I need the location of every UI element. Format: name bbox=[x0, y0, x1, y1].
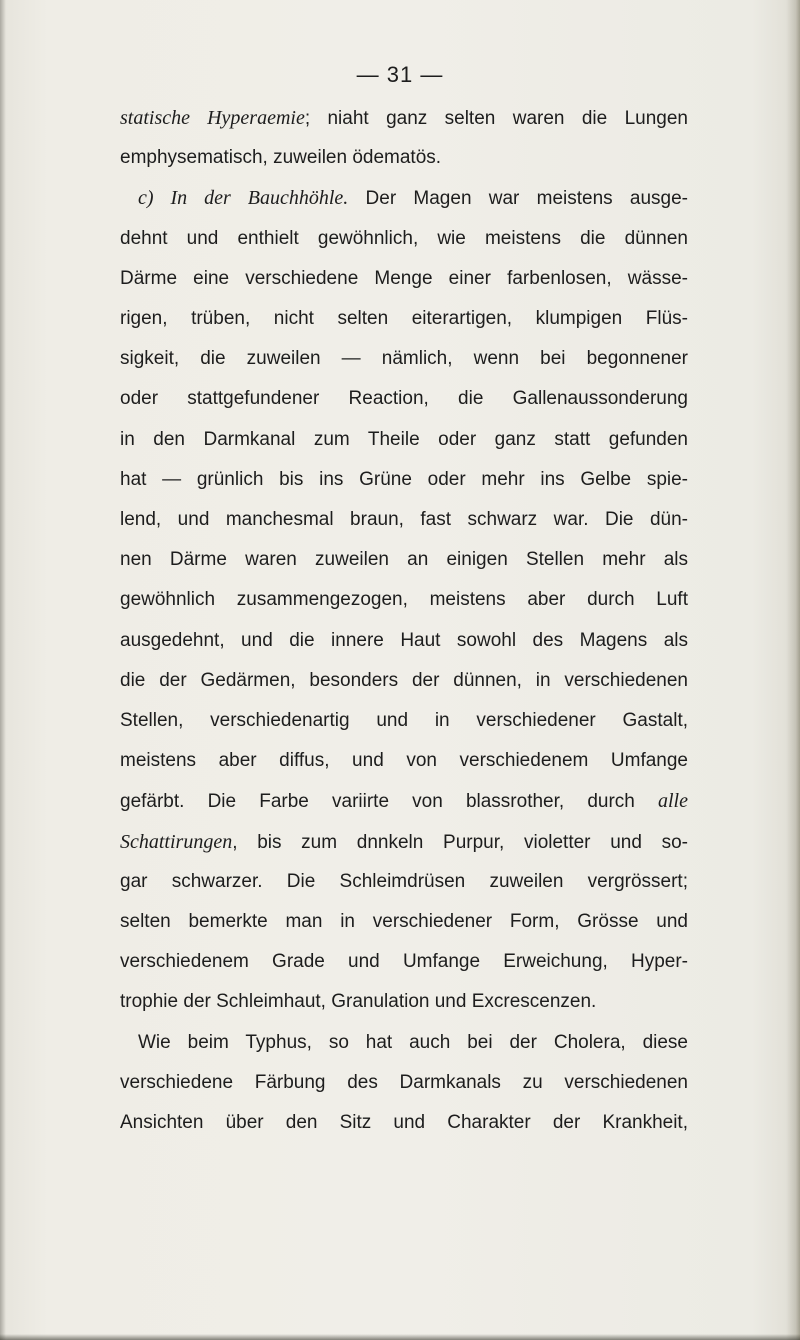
text-line bbox=[120, 299, 688, 339]
italic-text: statische Hyperaemie bbox=[120, 107, 305, 129]
text-span: oder stattgefundener Reaction, die Gallenaussonderung bbox=[120, 388, 688, 410]
text-line bbox=[138, 1023, 688, 1063]
text-span: emphysematisch, zuweilen ödematös. bbox=[120, 147, 442, 169]
page-left-edge-shadow bbox=[0, 0, 6, 1340]
text-span: lend, und manchesmal braun, fast schwarz war. Die dün- bbox=[120, 509, 688, 530]
text-line bbox=[120, 621, 688, 661]
text-span: meistens aber diffus, und von verschiedenem Umfange bbox=[120, 750, 688, 772]
text-span: nen Därme waren zuweilen an einigen Stellen mehr als bbox=[120, 549, 688, 571]
text-span: dehnt und enthielt gewöhnlich, wie meistens die dünnen bbox=[120, 227, 688, 249]
text-span: gewöhnlich zusammengezogen, meistens aber durch Luft bbox=[120, 589, 688, 611]
text-span: gar schwarzer. Die Schleimdrüsen zuweilen vergrössert; bbox=[120, 870, 688, 892]
italic-text: alle bbox=[658, 790, 688, 813]
text-span: sigkeit, die zuweilen — nämlich, wenn bei begonnener bbox=[120, 348, 688, 370]
text-span: Stellen, verschiedenartig und in verschiedener Gastalt, bbox=[120, 710, 688, 731]
text-line bbox=[120, 1103, 688, 1143]
text-line bbox=[120, 982, 688, 1022]
text-span: in den Darmkanal zum Theile oder ganz statt gefunden bbox=[120, 428, 688, 450]
text-line bbox=[120, 219, 688, 259]
page-number: — 31 — bbox=[356, 62, 444, 87]
text-span: Wie beim Typhus, so hat auch bei der Cholera, diese bbox=[138, 1031, 688, 1053]
text-span: verschiedenem Grade und Umfange Erweichung, Hyper- bbox=[120, 951, 688, 973]
text-span: ; niaht ganz selten waren die Lungen bbox=[304, 108, 688, 129]
text-span: gefärbt. Die Farbe variirte von blassrother, durch bbox=[120, 791, 658, 813]
text-span: Ansichten über den Sitz und Charakter der Krankheit, bbox=[120, 1112, 688, 1133]
text-line bbox=[120, 420, 688, 460]
text-line bbox=[120, 1063, 688, 1103]
text-line bbox=[120, 339, 688, 379]
text-span: trophie der Schleimhaut, Granulation und Excrescenzen. bbox=[120, 991, 597, 1013]
page-right-edge-shadow bbox=[786, 0, 800, 1340]
text-span: ausgedehnt, und die innere Haut sowohl des Magens als bbox=[120, 629, 688, 651]
text-span: Därme eine verschiedene Menge einer farbenlosen, wässe- bbox=[120, 267, 688, 289]
text-line bbox=[120, 902, 688, 942]
text-line bbox=[120, 701, 688, 741]
text-span: hat — grünlich bis ins Grüne oder mehr ins Gelbe spie- bbox=[120, 468, 688, 490]
text-line bbox=[120, 540, 688, 580]
text-line bbox=[120, 259, 688, 299]
text-line bbox=[120, 138, 688, 178]
text-span: die der Gedärmen, besonders der dünnen, in verschiedenen bbox=[120, 669, 688, 691]
page-bottom-edge-shadow bbox=[0, 1334, 800, 1340]
text-line bbox=[120, 862, 688, 902]
text-line bbox=[120, 460, 688, 500]
text-line bbox=[120, 500, 688, 540]
text-line bbox=[120, 781, 688, 821]
text-line bbox=[120, 942, 688, 982]
text-span: Der Magen war meistens ausge- bbox=[348, 188, 688, 210]
text-line bbox=[120, 98, 688, 138]
text-span: rigen, trüben, nicht selten eiterartigen, klumpigen Flüs- bbox=[120, 308, 688, 329]
text-line bbox=[120, 741, 688, 781]
text-span: , bis zum dnnkeln Purpur, violetter und so- bbox=[232, 831, 688, 853]
italic-text: Schattirungen bbox=[120, 830, 233, 853]
text-span: selten bemerkte man in verschiedener Form, Grösse und bbox=[120, 911, 688, 932]
text-line bbox=[120, 580, 688, 620]
text-line bbox=[138, 178, 688, 218]
text-line bbox=[120, 822, 688, 862]
italic-text: c) In der Bauchhöhle. bbox=[138, 187, 349, 210]
text-line bbox=[120, 661, 688, 701]
text-line bbox=[120, 379, 688, 419]
text-span: verschiedene Färbung des Darmkanals zu verschiedenen bbox=[120, 1071, 688, 1093]
